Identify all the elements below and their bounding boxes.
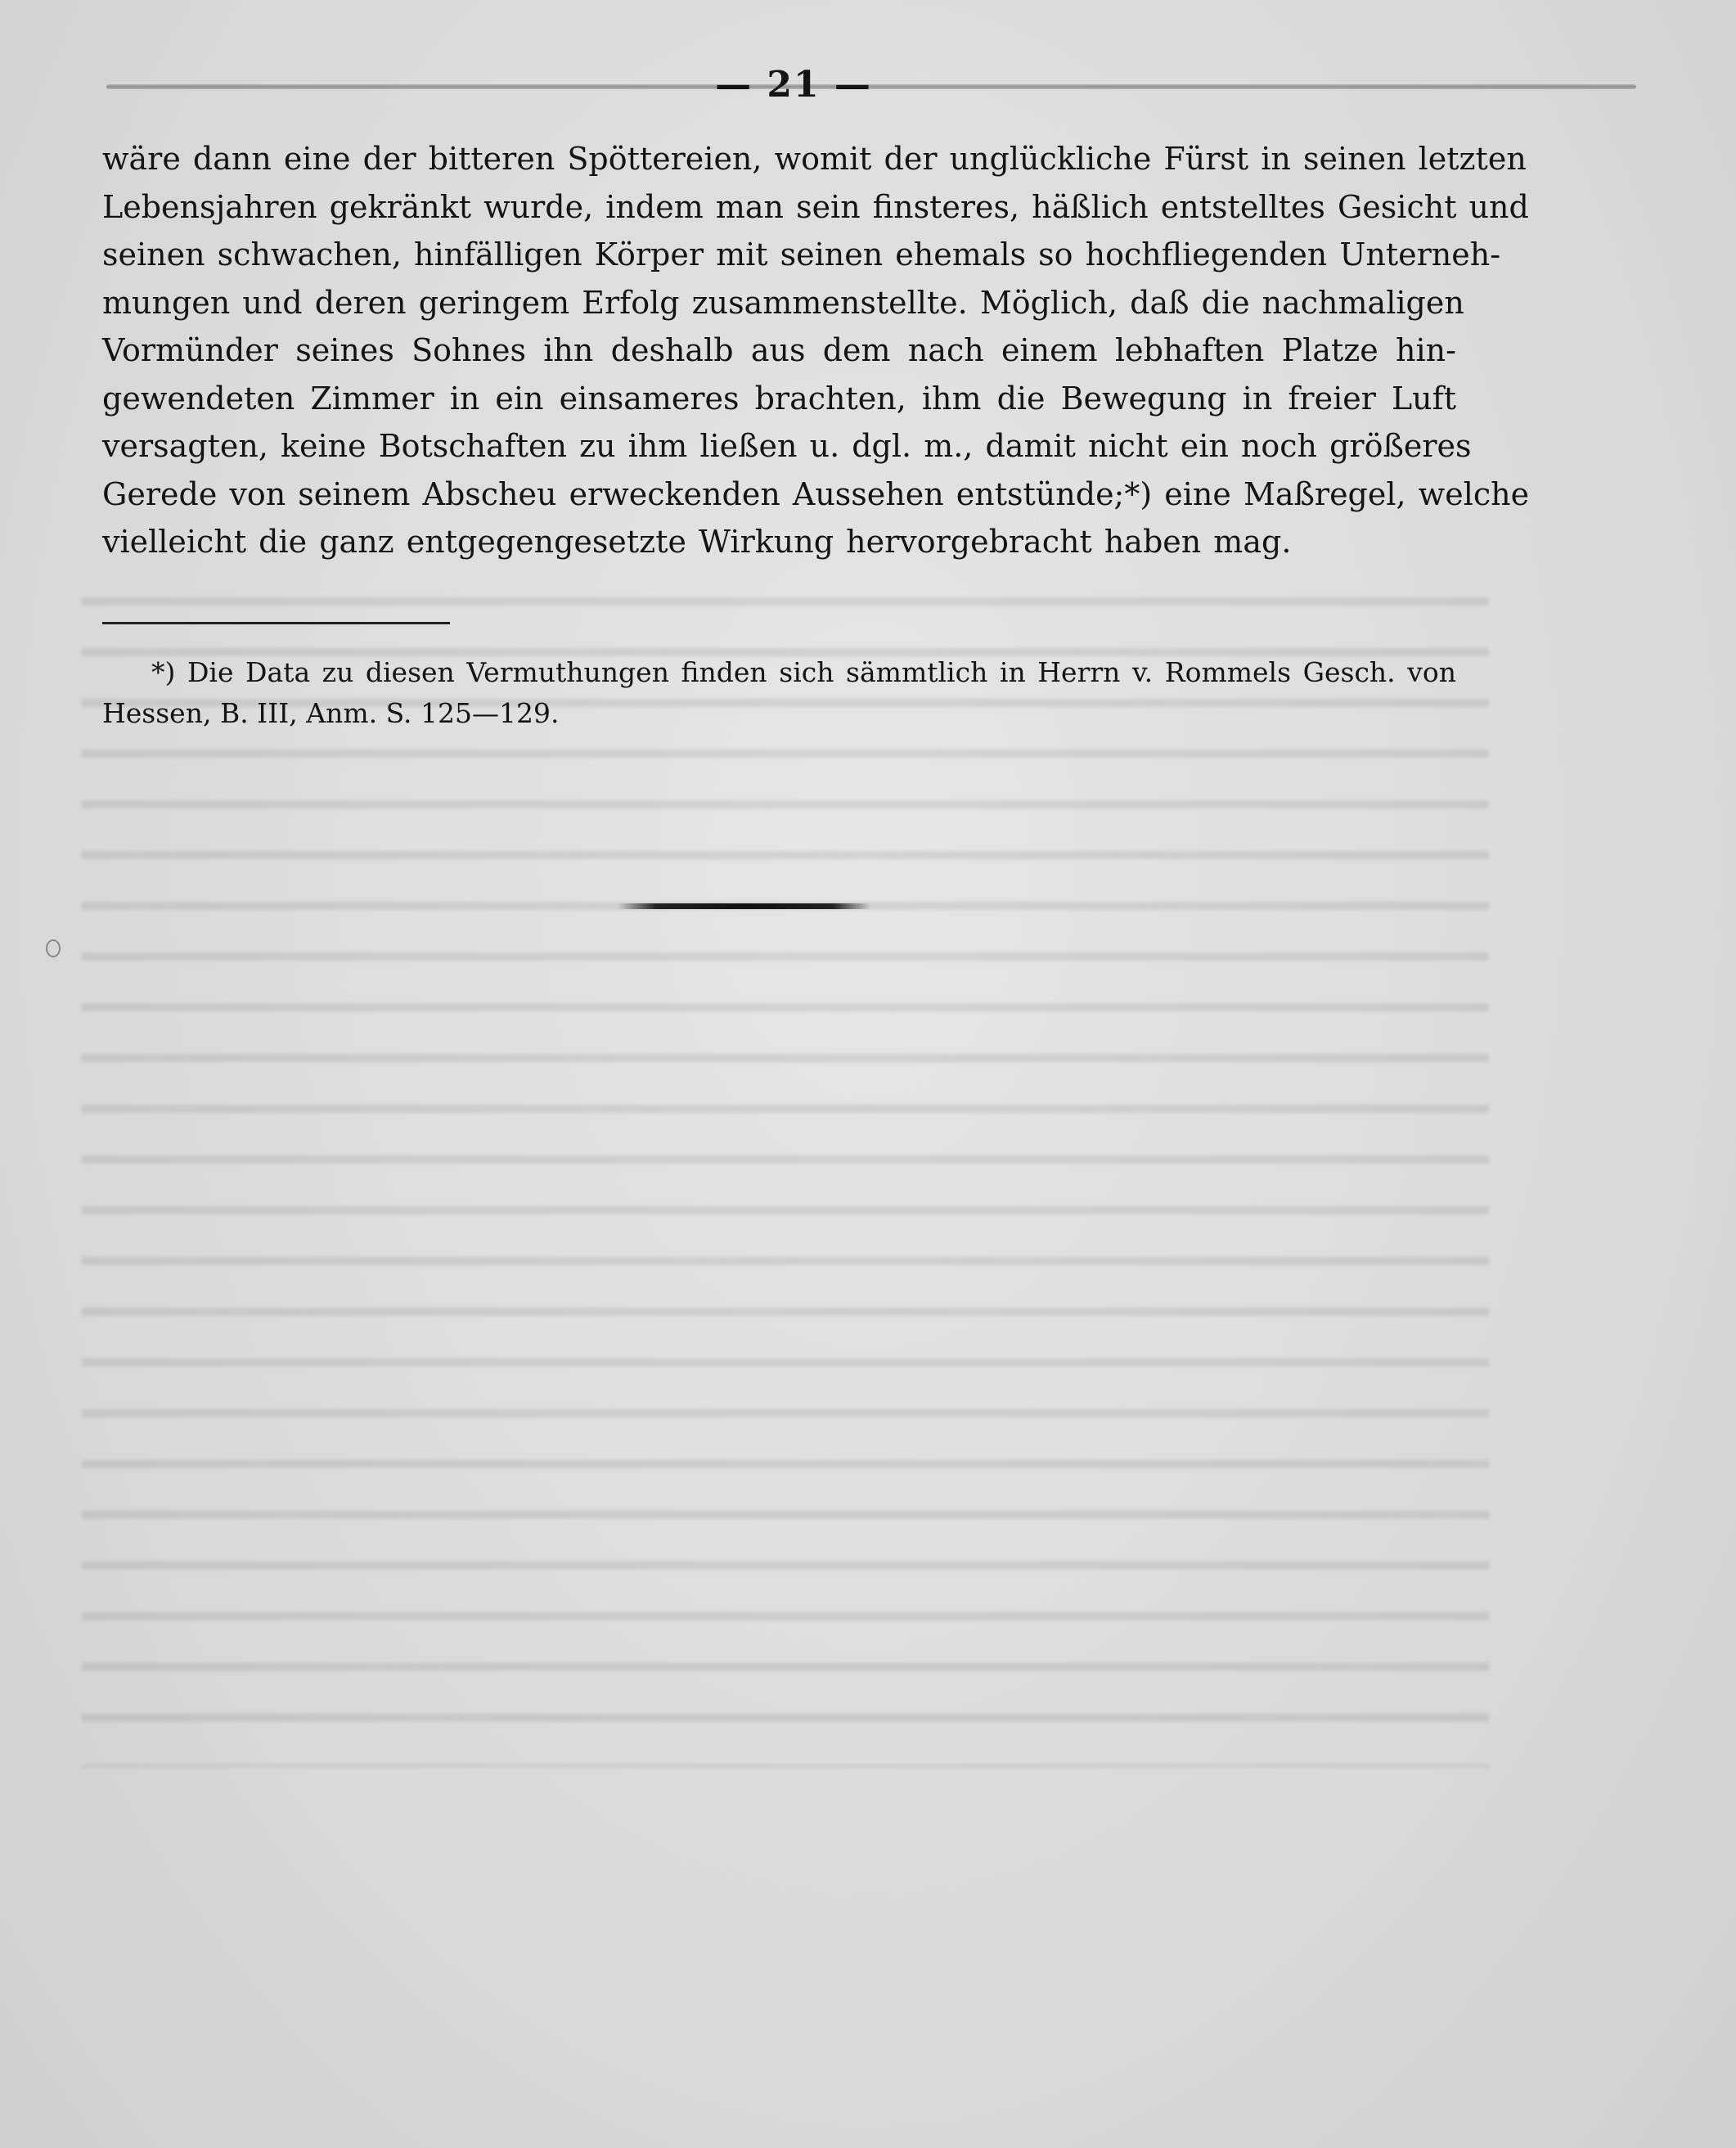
footnote-rule (102, 622, 450, 624)
paper-blemish (46, 939, 61, 957)
body-line: mungen und deren geringem Erfolg zusammenstellte. Möglich, daß die nachmaligen (102, 284, 1464, 321)
section-divider (618, 903, 871, 909)
body-line: Gerede von seinem Abscheu erweckenden Aussehen entstünde;*) eine Maßregel, welche (102, 475, 1530, 512)
footnote-line: Hessen, B. III, Anm. S. 125—129. (102, 697, 560, 729)
body-line: versagten, keine Botschaften zu ihm ließen u. dgl. m., damit nicht ein noch größeres (102, 428, 1472, 464)
body-line: gewendeten Zimmer in ein einsameres brachten, ihm die Bewegung in freier Luft (102, 380, 1456, 417)
footnote-line: *) Die Data zu diesen Vermuthungen finden sich sämmtlich in Herrn v. Rommels Gesch. von (151, 656, 1456, 688)
body-line: wäre dann eine der bitteren Spöttereien, womit der unglückliche Fürst in seinen letzten (102, 141, 1527, 177)
page-number: — 21 — (715, 64, 872, 106)
body-line: Vormünder seines Sohnes ihn deshalb aus dem nach einem lebhaften Platze hin- (102, 332, 1456, 368)
footnote (102, 652, 1456, 734)
body-line: seinen schwachen, hinfälligen Körper mit seinen ehemals so hochfliegenden Unterneh- (102, 236, 1501, 272)
body-paragraph (102, 135, 1530, 566)
body-line: vielleicht die ganz entgegengesetzte Wirkung hervorgebracht haben mag. (102, 524, 1292, 560)
bleed-through-text (82, 573, 1489, 1767)
body-line: Lebensjahren gekränkt wurde, indem man sein finsteres, häßlich entstelltes Gesicht und (102, 188, 1529, 225)
